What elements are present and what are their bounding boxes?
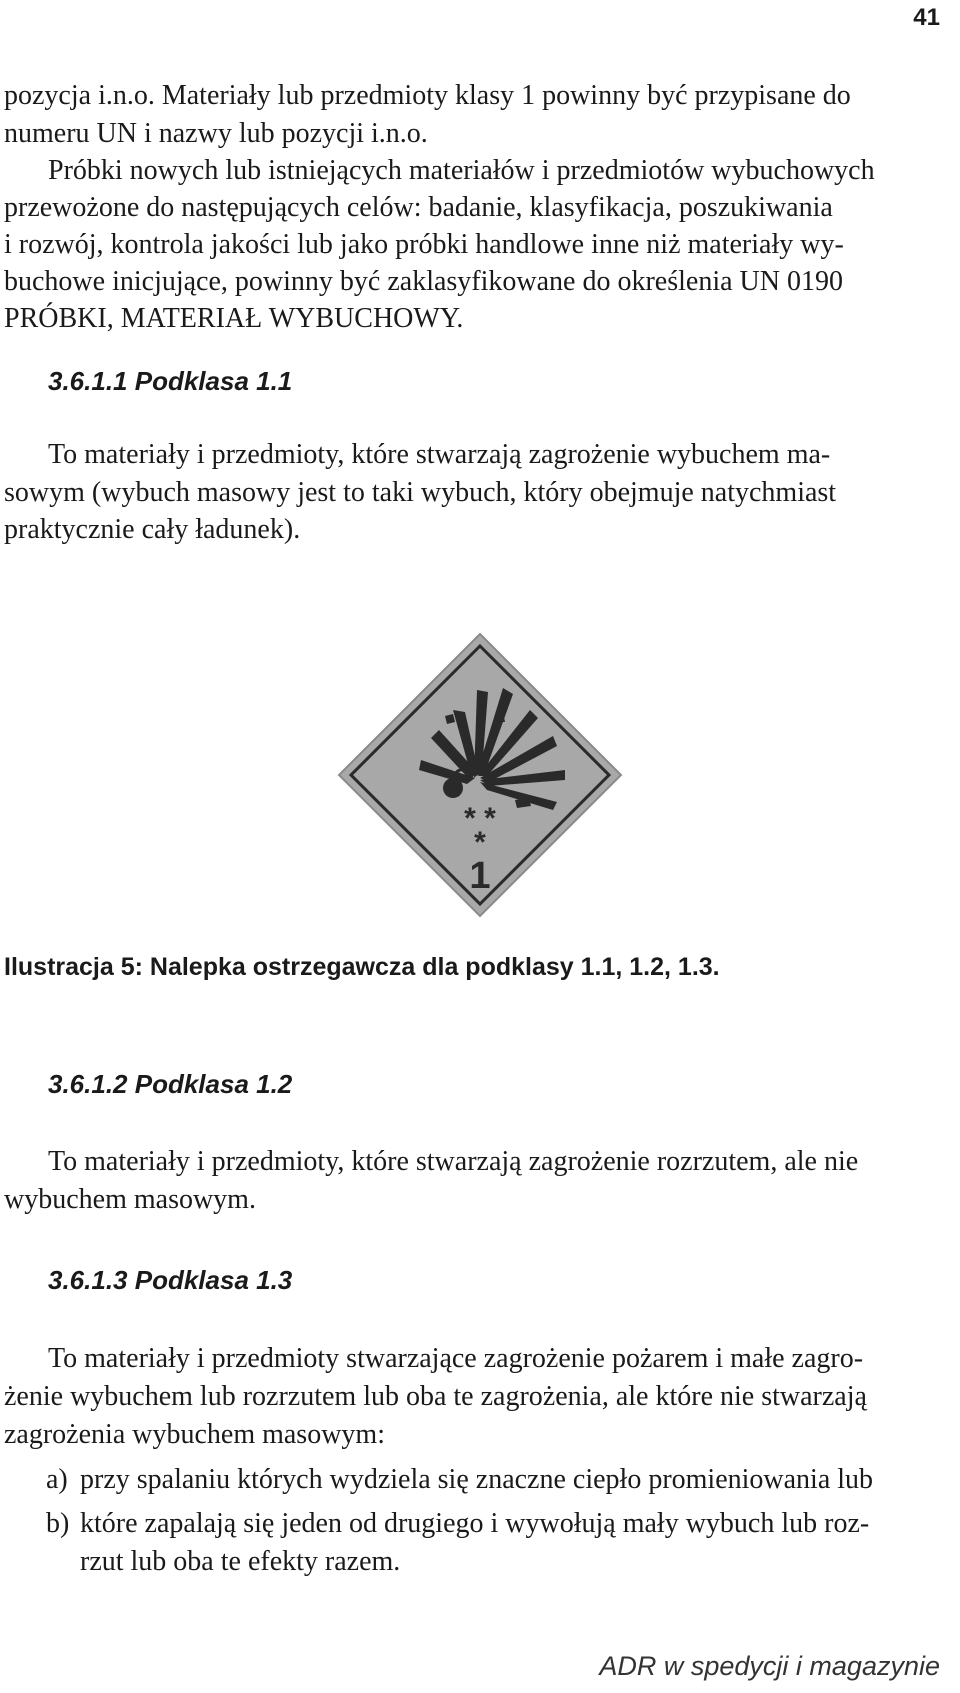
section-heading-1-3: 3.6.1.3 Podklasa 1.3 <box>48 1265 293 1295</box>
figure-caption: Ilustracja 5: Nalepka ostrzegawcza dla podklasy 1.1, 1.2, 1.3. <box>4 953 720 981</box>
section-1-3-line-1: To materiały i przedmioty stwarzające zagrożenie pożarem i małe zagro- <box>48 1343 864 1374</box>
footer-title: ADR w spedycji i magazynie <box>599 1651 940 1681</box>
intro-line-2: numeru UN i nazwy lub pozycji i.n.o. <box>4 118 428 149</box>
section-heading-1-2: 3.6.1.2 Podklasa 1.2 <box>48 1069 293 1099</box>
list-item-b: które zapalają się jeden od drugiego i wywołują mały wybuch lub roz- <box>80 1508 870 1539</box>
section-1-1-line-3: praktycznie cały ładunek). <box>4 514 301 545</box>
intro-line-1: pozycja i.n.o. Materiały lub przedmioty klasy 1 powinny być przypisane do <box>4 80 851 111</box>
label-class-number: 1 <box>469 855 491 897</box>
explosive-diamond-icon <box>335 630 625 920</box>
label-stars: * * <box>464 802 496 835</box>
section-1-3-line-3: zagrożenia wybuchem masowym: <box>4 1419 385 1450</box>
intro-line-7: PRÓBKI, MATERIAŁ WYBUCHOWY. <box>4 303 464 334</box>
intro-line-3: Próbki nowych lub istniejących materiałów i przedmiotów wybuchowych <box>48 155 875 186</box>
page-number: 41 <box>913 4 940 31</box>
section-1-3-line-2: żenie wybuchem lub rozrzutem lub oba te zagrożenia, ale które nie stwarzają <box>4 1381 867 1412</box>
intro-line-5: i rozwój, kontrola jakości lub jako próbki handlowe inne niż materiały wy- <box>4 229 844 260</box>
section-1-2-line-1: To materiały i przedmioty, które stwarzają zagrożenie rozrzutem, ale nie <box>48 1146 859 1177</box>
list-marker-b: b) <box>46 1508 70 1539</box>
section-heading-1-1: 3.6.1.1 Podklasa 1.1 <box>48 366 293 396</box>
section-1-1-line-1: To materiały i przedmioty, które stwarzają zagrożenie wybuchem ma- <box>48 439 831 470</box>
intro-line-6: buchowe inicjujące, powinny być zaklasyfikowane do określenia UN 0190 <box>4 266 843 297</box>
list-item-b-cont: rzut lub oba te efekty razem. <box>80 1546 401 1577</box>
section-1-2-line-2: wybuchem masowym. <box>4 1184 256 1215</box>
list-marker-a: a) <box>46 1464 68 1495</box>
list-item-a: przy spalaniu których wydziela się znaczne ciepło promieniowania lub <box>80 1464 874 1495</box>
section-1-1-line-2: sowym (wybuch masowy jest to taki wybuch, który obejmuje natychmiast <box>4 477 837 508</box>
intro-line-4: przewożone do następujących celów: badanie, klasyfikacja, poszukiwania <box>4 192 833 223</box>
label-star-bottom: * <box>474 826 486 859</box>
hazard-label <box>335 630 625 920</box>
